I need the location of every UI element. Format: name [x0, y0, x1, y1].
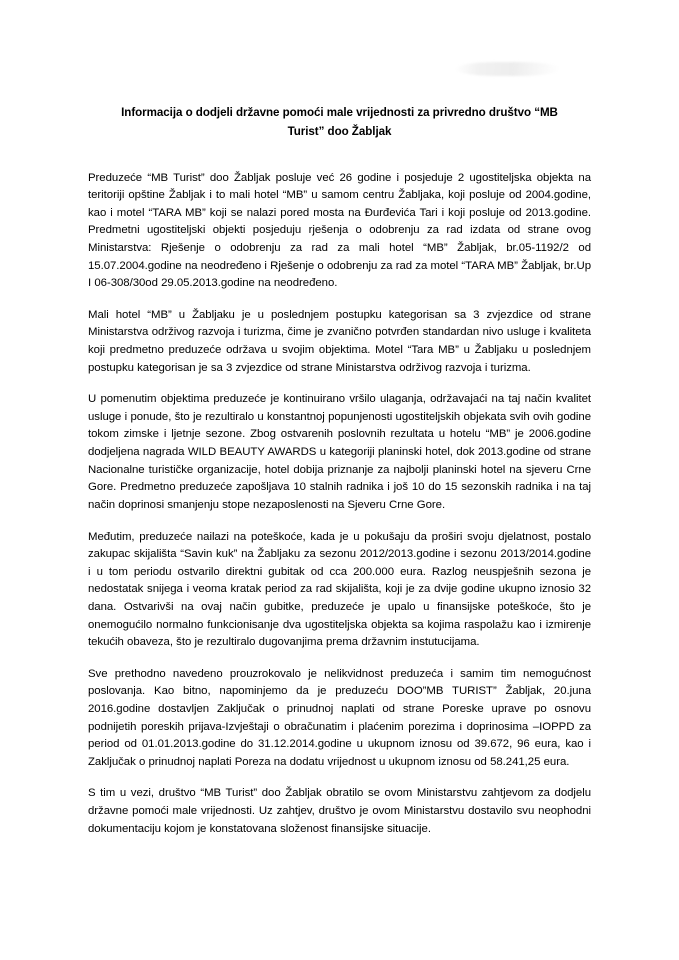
scan-artifact-smudge [455, 62, 560, 76]
document-title: Informacija o dodjeli državne pomoći male vrijednosti za privredno društvo “MB Turist” doo Žabljak [121, 106, 558, 138]
paragraph-5: Sve prethodno navedeno prouzrokovalo je nelikvidnost preduzeća i samim tim nemogućnost poslovanja. Kao bitno, napominjemo da je preduzeću DOO”MB TURIST” Žabljak, 20.juna 2016.godine dostavljen Zaključak o prinudnoj naplati od strane Poreske uprave po osnovu podnijetih poreskih prijava-Izvještaji o obračunatim i plaćenim porezima i doprinosima –IOPPD za period od 01.01.2013.godine do 31.12.2014.godine u ukupnom iznosu od 39.672, 96 eura, kao i Zaključak o prinudnoj naplati Poreza na dodatu vrijednost u ukupnom iznosu od 58.241,25 eura. [88, 667, 591, 768]
paragraph-4: Međutim, preduzeće nailazi na poteškoće, kada je u pokušaju da proširi svoju djelatnost, postalo zakupac skijališta “Savin kuk” na Žabljaku za sezonu 2012/2013.godine i sezonu 2013/2014.godine i u tom periodu ostvarilo direktni gubitak od cca 200.000 eura. Razlog neuspješnih sezona je nedostatak snijega i veoma kratak period za rad skijališta, koji je za dvije godine ukupno iznosio 32 dana. Ostvarivši na ovaj način gubitke, preduzeće je upalo u finansijske poteškoće, što je onemogućilo normalno funkcionisanje dva ugostiteljska objekta sa kojima raspolažu kao i izmirenje tekućih obaveza, što je rezultiralo dugovanjima prema državnim instutucijama. [88, 530, 591, 649]
document-body [88, 104, 591, 838]
paragraph-2: Mali hotel “MB” u Žabljaku je u poslednjem postupku kategorisan sa 3 zvjezdice od strane Ministarstva održivog razvoja i turizma, čime je zvanično potvrđen standardan nivo usluge i kvaliteta koji predmetno preduzeće održava u svojim objektima. Motel “Tara MB” u Žabljaku u poslednjem postupku kategorisan je sa 3 zvjezdice od strane Ministarstva održivog razvoja i turizma. [88, 308, 591, 374]
paragraph-6: S tim u vezi, društvo “MB Turist” doo Žabljak obratilo se ovom Ministarstvu zahtjevom za dodjelu državne pomoći male vrijednosti. Uz zahtjev, društvo je ovom Ministarstvu dostavilo svu neophodni dokumentaciju kojom je konstatovana složenost finansijske situacije. [88, 787, 591, 835]
paragraph-1: Preduzeće “MB Turist” doo Žabljak posluje već 26 godine i posjeduje 2 ugostiteljska objekta na teritoriji opštine Žabljak i to mali hotel “MB” u samom centru Žabljaka, koji posluje od 2004.godine, kao i motel “TARA MB” koji se nalazi pored mosta na Đurđevića Tari i koji posluje od 2013.godine. Predmetni ugostiteljski objekti posjeduju rješenja o odobrenju za rad izdata od strane ovog Ministarstva: Rješenje o odobrenju za rad za mali hotel “MB” Žabljak, br.05-1192/2 od 15.07.2004.godine na neodređeno i Rješenje o odobrenju za rad za motel “TARA MB” Žabljak, br.Up I 06-308/30od 29.05.2013.godine na neodređeno. [88, 171, 591, 290]
paragraph-3: U pomenutim objektima preduzeće je kontinuirano vršilo ulaganja, održavajaći na taj način kvalitet usluge i ponude, što je rezultiralo u konstantnoj popunjenosti ugostiteljskih objekata svih ovih godine tokom zimske i ljetnje sezone. Zbog ostvarenih poslovnih rezultata u hotelu “MB” je 2006.godine dodjeljena nagrada WILD BEAUTY AWARDS u kategoriji planinski hotel, dok 2013.godine od strane Nacionalne turističke organizacije, hotel dobija priznanje za najbolji planinski hotel na sjeveru Crne Gore. Predmetno preduzeće zapošljava 10 stalnih radnika i još 10 do 15 sezonskih radnika i na taj način doprinosi smanjenju stope nezaposlenosti na Sjeveru Crne Gore. [88, 393, 591, 511]
